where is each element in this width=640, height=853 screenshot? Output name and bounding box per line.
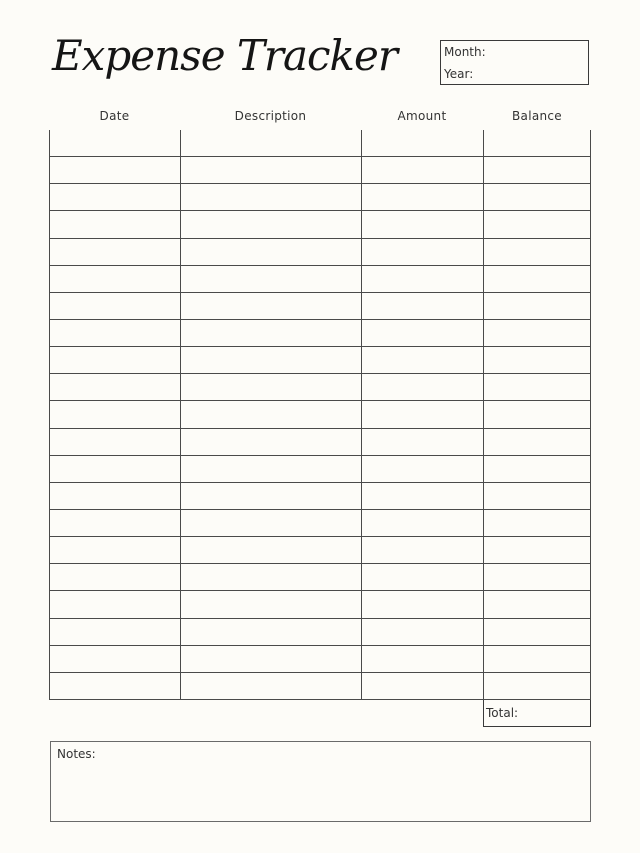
row-divider bbox=[49, 210, 591, 211]
expense-table bbox=[49, 130, 591, 700]
column-divider bbox=[49, 130, 50, 700]
column-header-balance: Balance bbox=[512, 109, 562, 123]
column-divider bbox=[361, 130, 362, 700]
column-header-description: Description bbox=[234, 109, 307, 123]
column-header-date: Date bbox=[99, 109, 130, 123]
notes-label: Notes: bbox=[57, 747, 96, 761]
row-divider bbox=[49, 509, 591, 510]
row-divider bbox=[49, 482, 591, 483]
row-divider bbox=[49, 373, 591, 374]
column-header-amount: Amount bbox=[397, 109, 447, 123]
column-divider bbox=[180, 130, 181, 700]
row-divider bbox=[49, 590, 591, 591]
column-divider bbox=[483, 130, 484, 700]
row-divider bbox=[49, 536, 591, 537]
period-box bbox=[440, 40, 589, 85]
row-divider bbox=[49, 455, 591, 456]
year-label: Year: bbox=[444, 67, 474, 81]
row-divider bbox=[49, 672, 591, 673]
row-divider bbox=[49, 346, 591, 347]
row-divider bbox=[49, 400, 591, 401]
row-divider bbox=[49, 265, 591, 266]
row-divider bbox=[49, 238, 591, 239]
row-divider bbox=[49, 563, 591, 564]
total-label: Total: bbox=[486, 706, 519, 720]
page-title: Expense Tracker bbox=[52, 31, 397, 80]
row-divider bbox=[49, 618, 591, 619]
notes-box bbox=[50, 741, 591, 822]
row-divider bbox=[49, 428, 591, 429]
row-divider bbox=[49, 645, 591, 646]
month-label: Month: bbox=[444, 45, 486, 59]
column-divider bbox=[590, 130, 591, 700]
row-divider bbox=[49, 183, 591, 184]
row-divider bbox=[49, 319, 591, 320]
row-divider bbox=[49, 156, 591, 157]
total-box bbox=[483, 700, 591, 727]
row-divider bbox=[49, 292, 591, 293]
